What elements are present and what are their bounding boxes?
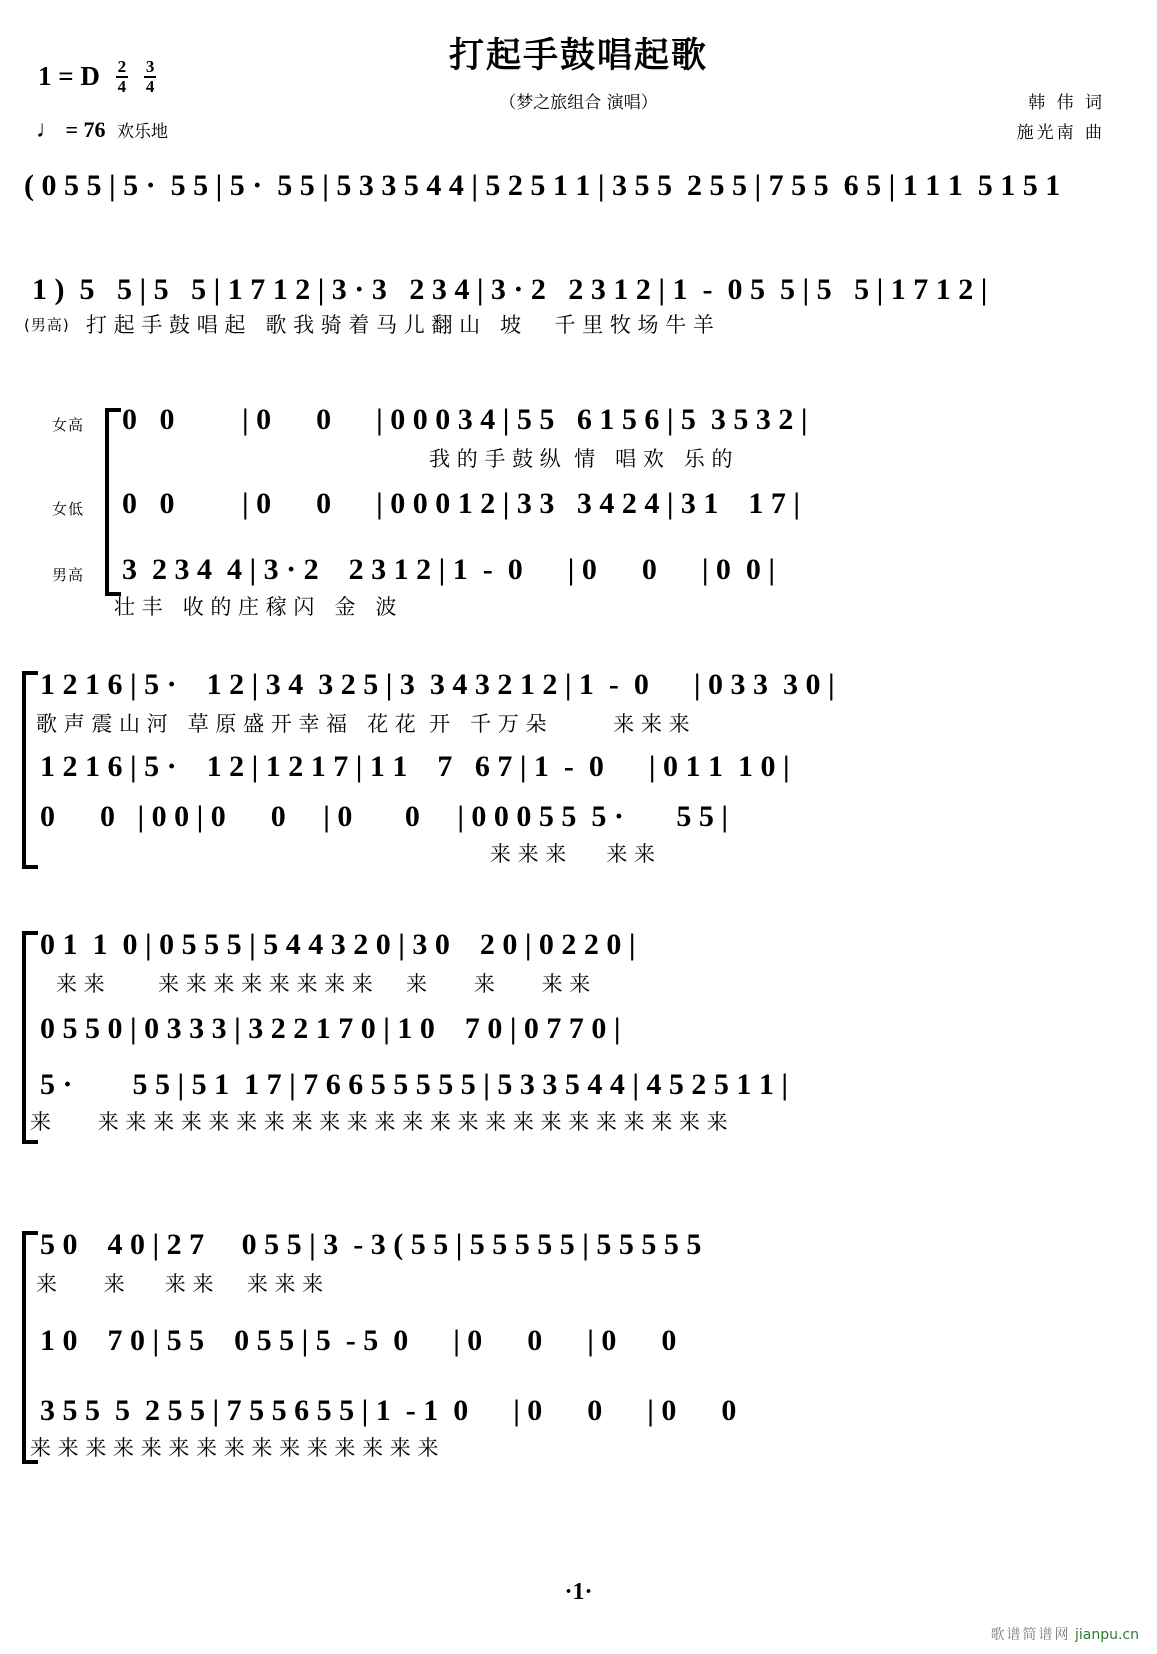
time-signature-2-numerator: 3: [145, 57, 155, 76]
lyric-line: 歌 声 震 山 河 草 原 盛 开 幸 福 花 花 开 千 万 朵 来 来 来: [36, 712, 690, 736]
credits: [1017, 88, 1105, 148]
performer-subtitle: （梦之旅组合 演唱）: [499, 93, 658, 113]
lyric-line: 来 来 来 来 来 来 来 来 来 来 来 来 来 来 来 来 来 来 来 来 来 来 来 来: [30, 1110, 728, 1134]
notation-line: 3 2 3 4 4 | 3 · 2 2 3 1 2 | 1 - 0 | 0 0 | 0 0 |: [122, 553, 776, 586]
notation-line: 1 2 1 6 | 5 · 1 2 | 1 2 1 7 | 1 1 7 6 7 | 1 - 0 | 0 1 1 1 0 |: [40, 750, 790, 783]
lyric-line: 来 来 来 来 来: [36, 842, 655, 866]
key-signature: [38, 57, 156, 98]
page-number: ·1·: [564, 1579, 593, 1605]
tempo-mood: 欢乐地: [117, 122, 169, 142]
notation-line: 0 1 1 0 | 0 5 5 5 | 5 4 4 3 2 0 | 3 0 2 0 | 0 2 2 0 |: [40, 928, 636, 961]
music-system-2: [0, 270, 1157, 340]
tempo-marking: [36, 117, 168, 144]
notation-line: 5 · 5 5 | 5 1 1 7 | 7 6 6 5 5 5 5 5 | 5 3 3 5 4 4 | 4 5 2 5 1 1 |: [40, 1068, 789, 1101]
notation-line: 0 5 5 0 | 0 3 3 3 | 3 2 2 1 7 0 | 1 0 7 0 | 0 7 7 0 |: [40, 1012, 621, 1045]
notation-line: 0 0 | 0 0 | 0 0 0 3 4 | 5 5 6 1 5 6 | 5 3 5 3 2 |: [122, 403, 808, 436]
part-label-female-high: 女高: [52, 416, 85, 434]
lyric-line: 来 来 来 来 来 来 来 来 来 来 来 来 来 来 来: [30, 1436, 439, 1460]
quarter-note-icon: ♩: [36, 117, 60, 143]
notation-line: 1 2 1 6 | 5 · 1 2 | 3 4 3 2 5 | 3 3 4 3 2 1 2 | 1 - 0 | 0 3 3 3 0 |: [40, 668, 835, 701]
notation-line: 0 0 | 0 0 | 0 0 | 0 0 | 0 0 0 5 5 5 · 5 5 |: [40, 800, 729, 833]
music-system-5: [0, 925, 1157, 1170]
time-signature-1-numerator: 2: [117, 57, 127, 76]
lyric-line: 壮 丰 收 的 庄 稼 闪 金 波: [114, 595, 397, 619]
part-label-male-high-intro: (男高): [24, 316, 70, 334]
part-label-female-low: 女低: [52, 500, 85, 518]
composer-credit: 施光南 曲: [1016, 123, 1105, 143]
notation-line: 0 0 | 0 0 | 0 0 0 1 2 | 3 3 3 4 2 4 | 3 1 1 7 |: [122, 487, 801, 520]
music-system-6: [0, 1225, 1157, 1485]
time-signature-1-denominator: 4: [117, 76, 127, 96]
watermark: [991, 1624, 1139, 1644]
time-signature-2: [144, 58, 157, 96]
music-system-4: [0, 665, 1157, 900]
lyric-line: 来 来 来 来 来 来 来: [36, 1272, 324, 1296]
page-title: 打起手鼓唱起歌: [448, 36, 708, 76]
lyric-line: 来 来 来 来 来 来 来 来 来 来 来 来 来 来: [56, 972, 591, 996]
notation-line: 1 0 7 0 | 5 5 0 5 5 | 5 - 5 0 | 0 0 | 0 0: [40, 1324, 677, 1357]
music-system-3: [0, 400, 1157, 635]
music-system-1: [0, 166, 1157, 206]
part-label-male-high: 男高: [52, 566, 85, 584]
lyric-line: 打 起 手 鼓 唱 起 歌 我 骑 着 马 儿 翻 山 坡 千 里 牧 场 牛 羊: [86, 313, 714, 337]
system-brace: [105, 408, 121, 596]
notation-line: 5 0 4 0 | 2 7 0 5 5 | 3 - 3 ( 5 5 | 5 5 5 5 5 | 5 5 5 5 5: [40, 1228, 702, 1261]
notation-line: 1 ) 5 5 | 5 5 | 1 7 1 2 | 3 · 3 2 3 4 | 3 · 2 2 3 1 2 | 1 - 0 5 5 | 5 5 | 1 7 1 2 |: [32, 273, 988, 306]
time-signature-2-denominator: 4: [145, 76, 155, 96]
watermark-site-url: jianpu.cn: [1074, 1627, 1139, 1643]
notation-line: ( 0 5 5 | 5 · 5 5 | 5 · 5 5 | 5 3 3 5 4 4 | 5 2 5 1 1 | 3 5 5 2 5 5 | 7 5 5 6 5 | 1 1 1 5 1 5 1: [24, 169, 1061, 202]
key-label: 1 = D: [38, 61, 100, 92]
lyric-line: 我 的 手 鼓 纵 情 唱 欢 乐 的: [122, 447, 733, 471]
system-brace: [22, 1231, 38, 1464]
lyricist-credit: 韩 伟 词: [1028, 93, 1105, 113]
time-signature-1: [116, 58, 129, 96]
notation-line: 3 5 5 5 2 5 5 | 7 5 5 6 5 5 | 1 - 1 0 | 0 0 | 0 0: [40, 1394, 737, 1427]
tempo-value: = 76: [65, 117, 106, 142]
watermark-site-name: 歌谱简谱网: [990, 1627, 1071, 1643]
